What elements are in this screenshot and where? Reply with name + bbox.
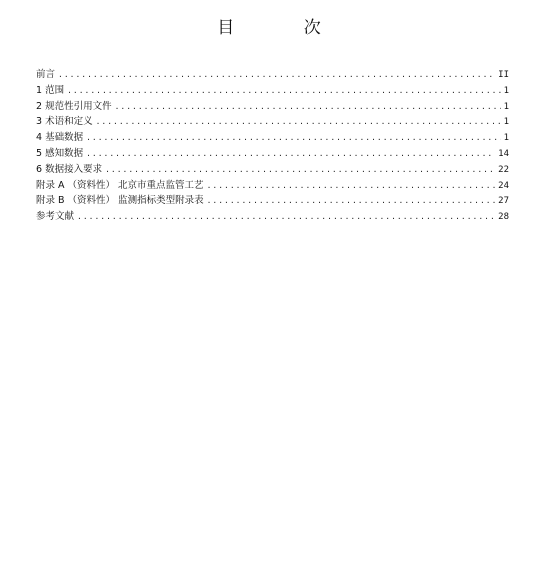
- toc-entry-data-access-requirements[interactable]: [36, 162, 509, 178]
- toc-entry-label: 参考文献: [36, 211, 75, 223]
- toc-entry-label: 附录 B （资料性） 监测指标类型附录表: [36, 195, 204, 207]
- toc-entry-scope[interactable]: [36, 83, 509, 99]
- toc-entry-page: II: [498, 70, 509, 80]
- table-of-contents: [36, 67, 509, 225]
- toc-leader-dots: [105, 162, 495, 178]
- toc-entry-appendix-a[interactable]: [36, 178, 509, 194]
- toc-leader-dots: [67, 83, 501, 99]
- toc-leader-dots: [77, 209, 495, 225]
- toc-entry-label: 2 规范性引用文件: [36, 100, 112, 112]
- toc-entry-basic-data[interactable]: [36, 130, 509, 146]
- toc-entry-label: 6 数据接入要求: [36, 163, 103, 175]
- toc-entry-page: 1: [503, 85, 509, 96]
- toc-leader-dots: [58, 67, 495, 83]
- toc-entry-page: 28: [498, 212, 509, 223]
- toc-leader-dots: [207, 193, 496, 209]
- toc-leader-dots: [86, 130, 501, 146]
- toc-entry-appendix-b[interactable]: [36, 193, 509, 209]
- toc-entry-label: 4 基础数据: [36, 132, 84, 144]
- toc-entry-page: 1: [503, 133, 509, 144]
- toc-entry-label: 附录 A （资料性） 北京市重点监管工艺: [36, 179, 204, 191]
- toc-leader-dots: [207, 178, 496, 194]
- toc-entry-bibliography[interactable]: [36, 209, 509, 225]
- toc-entry-page: 24: [498, 180, 509, 191]
- toc-entry-sensing-data[interactable]: [36, 146, 509, 162]
- toc-entry-terms-definitions[interactable]: [36, 114, 509, 130]
- toc-entry-label: 前言: [36, 69, 56, 80]
- toc-title: 目 次: [217, 18, 353, 38]
- toc-leader-dots: [115, 99, 501, 115]
- toc-entry-page: 1: [503, 117, 509, 128]
- toc-leader-dots: [96, 114, 501, 130]
- toc-entry-normative-references[interactable]: [36, 99, 509, 115]
- toc-entry-label: 1 范围: [36, 84, 65, 96]
- toc-entry-foreword[interactable]: [36, 67, 509, 83]
- toc-entry-label: 3 术语和定义: [36, 116, 93, 128]
- toc-leader-dots: [86, 146, 495, 162]
- toc-entry-label: 5 感知数据: [36, 147, 84, 159]
- toc-entry-page: 22: [498, 164, 509, 175]
- toc-entry-page: 27: [498, 196, 509, 207]
- toc-entry-page: 1: [503, 101, 509, 112]
- toc-entry-page: 14: [498, 148, 509, 159]
